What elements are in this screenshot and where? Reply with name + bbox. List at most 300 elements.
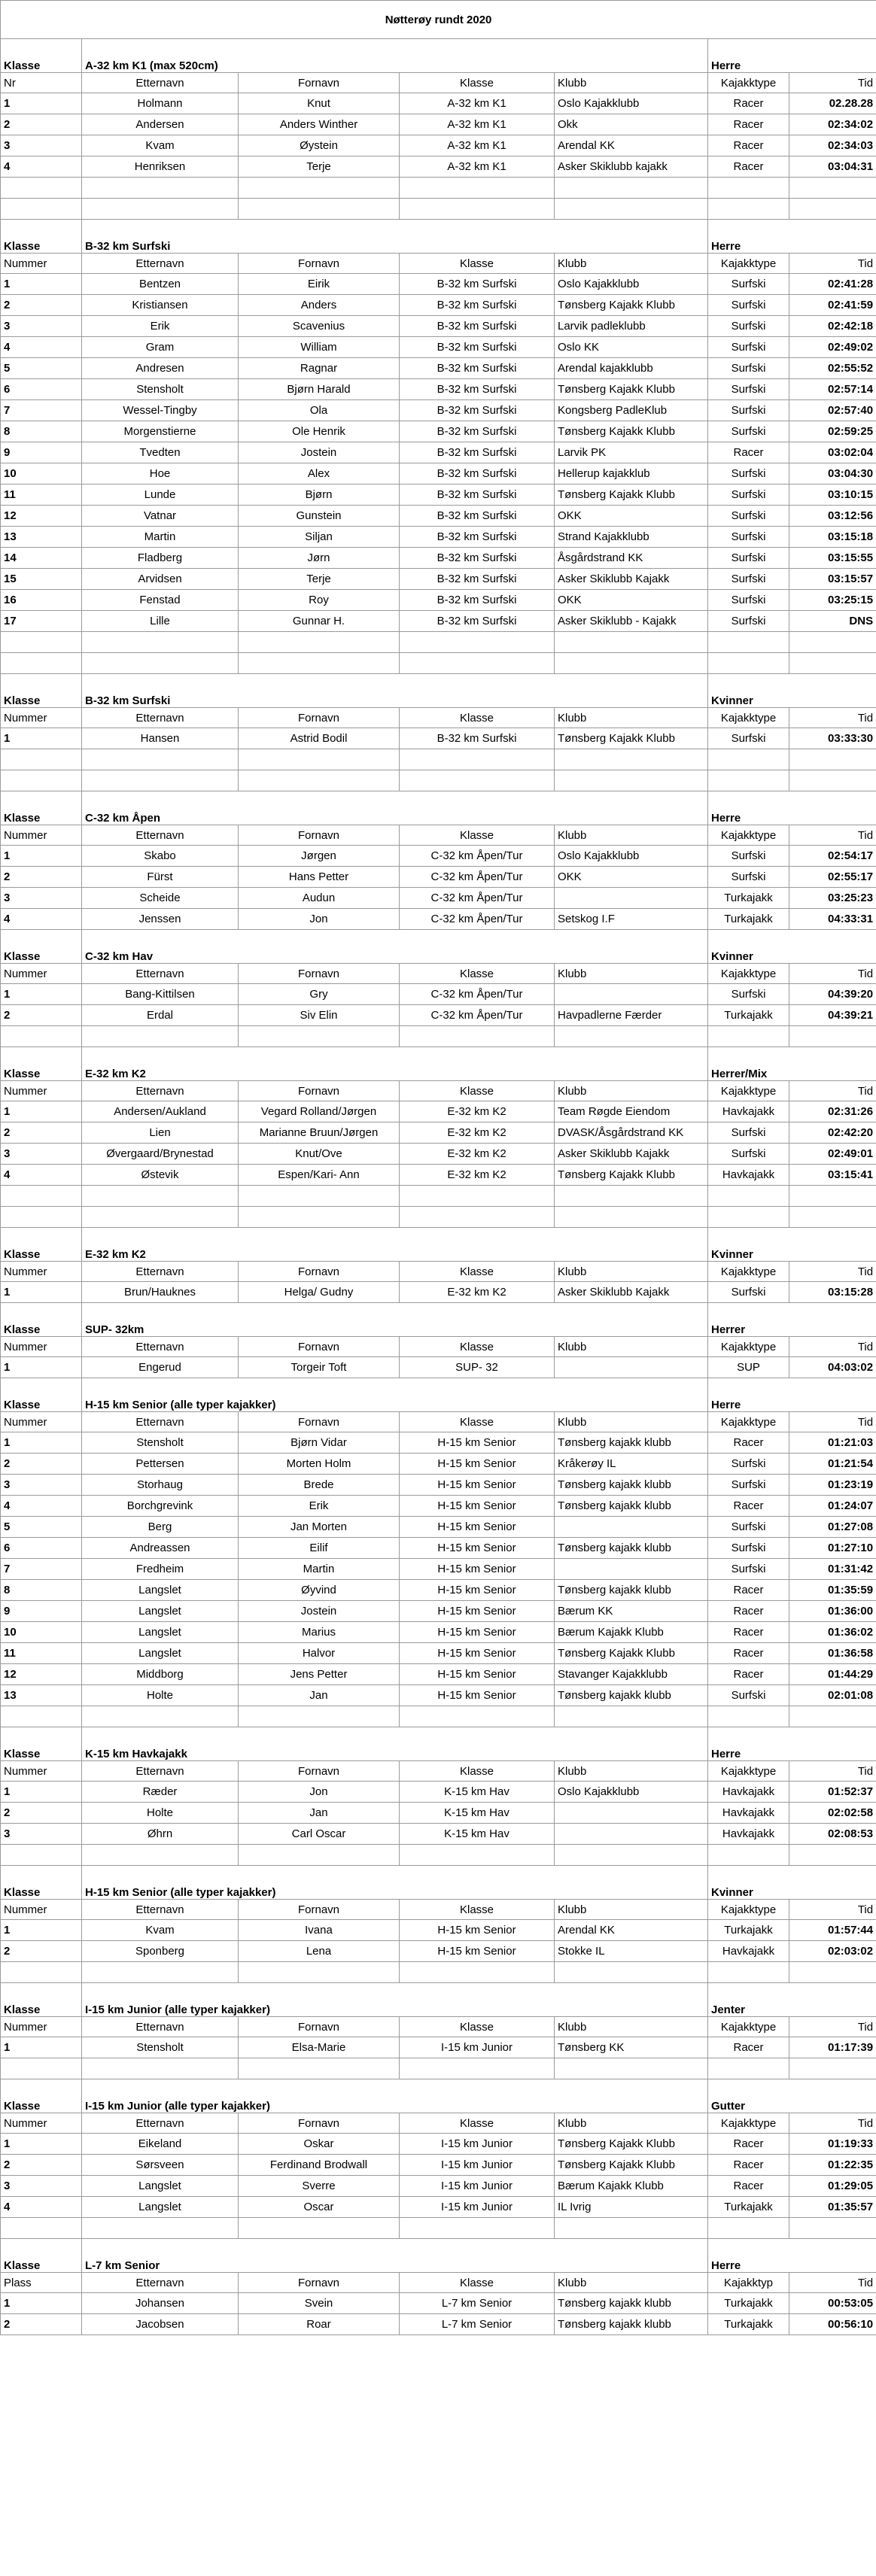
cell-nr: 1 [1, 2293, 82, 2314]
cell-tid: 02:49:02 [789, 337, 876, 358]
col-header-klasse: Klasse [400, 1262, 555, 1282]
empty-cell [239, 1207, 400, 1228]
col-header-fornavn: Fornavn [239, 964, 400, 984]
cell-etternavn: Johansen [82, 2293, 239, 2314]
cell-kajakktype: Racer [708, 1643, 789, 1664]
empty-cell [789, 1845, 876, 1866]
cell-kajakktype: Surfski [708, 421, 789, 442]
cell-klubb [555, 888, 708, 909]
col-header-klasse: Klasse [400, 2017, 555, 2037]
cell-nr: 2 [1, 867, 82, 888]
cell-nr: 5 [1, 358, 82, 379]
empty-cell [82, 1845, 239, 1866]
cell-klubb: Tønsberg Kajakk Klubb [555, 1165, 708, 1186]
cell-kajakktype: SUP [708, 1357, 789, 1378]
empty-cell [400, 1962, 555, 1983]
result-row [1, 728, 876, 749]
cell-kajakktype: Surfski [708, 463, 789, 485]
col-header-etternavn: Etternavn [82, 2017, 239, 2037]
cell-klasse: E-32 km K2 [400, 1144, 555, 1165]
cell-klasse: A-32 km K1 [400, 114, 555, 135]
cell-tid: 01:44:29 [789, 1664, 876, 1685]
col-header-kajakktype: Kajakktype [708, 1900, 789, 1920]
cell-klasse: C-32 km Åpen/Tur [400, 846, 555, 867]
cell-klasse: B-32 km Surfski [400, 527, 555, 548]
result-row [1, 1517, 876, 1538]
cell-klubb: Tønsberg Kajakk Klubb [555, 295, 708, 316]
cell-etternavn: Gram [82, 337, 239, 358]
section-gender: Herrer [708, 1303, 876, 1337]
cell-tid: 01:57:44 [789, 1920, 876, 1941]
cell-kajakktype: Surfski [708, 1122, 789, 1144]
result-row [1, 569, 876, 590]
result-row [1, 1580, 876, 1601]
result-row [1, 485, 876, 506]
cell-tid: 02:57:40 [789, 400, 876, 421]
section-gender: Kvinner [708, 1866, 876, 1900]
cell-tid: 01:27:08 [789, 1517, 876, 1538]
empty-cell [400, 2218, 555, 2239]
empty-cell [82, 1706, 239, 1727]
result-row [1, 463, 876, 485]
col-header-nr: Nummer [1, 1412, 82, 1432]
cell-kajakktype: Turkajakk [708, 1005, 789, 1026]
empty-cell [400, 1207, 555, 1228]
cell-fornavn: Eirik [239, 274, 400, 295]
cell-klubb: Stavanger Kajakklubb [555, 1664, 708, 1685]
empty-cell [1, 2218, 82, 2239]
cell-fornavn: Gunstein [239, 506, 400, 527]
col-header-tid: Tid [789, 73, 876, 93]
empty-cell [1, 1706, 82, 1727]
cell-kajakktype: Surfski [708, 358, 789, 379]
cell-kajakktype: Surfski [708, 506, 789, 527]
column-header-row [1, 825, 876, 846]
cell-etternavn: Borchgrevink [82, 1496, 239, 1517]
cell-klasse: H-15 km Senior [400, 1920, 555, 1941]
cell-fornavn: Bjørn Harald [239, 379, 400, 400]
cell-klasse: I-15 km Junior [400, 2176, 555, 2197]
cell-nr: 1 [1, 1920, 82, 1941]
empty-cell [708, 178, 789, 199]
cell-etternavn: Pettersen [82, 1454, 239, 1475]
col-header-tid: Tid [789, 2113, 876, 2134]
section-title: A-32 km K1 (max 520cm) [82, 39, 708, 73]
cell-fornavn: Ragnar [239, 358, 400, 379]
result-row [1, 1685, 876, 1706]
cell-etternavn: Sponberg [82, 1941, 239, 1962]
col-header-fornavn: Fornavn [239, 2113, 400, 2134]
cell-tid: 01:36:58 [789, 1643, 876, 1664]
cell-klasse: B-32 km Surfski [400, 548, 555, 569]
empty-cell [239, 1706, 400, 1727]
empty-cell [555, 1706, 708, 1727]
empty-cell [400, 653, 555, 674]
cell-klubb: Oslo Kajakklubb [555, 846, 708, 867]
empty-cell [239, 2058, 400, 2079]
col-header-klasse: Klasse [400, 825, 555, 846]
col-header-etternavn: Etternavn [82, 2273, 239, 2293]
cell-klubb: Tønsberg kajakk klubb [555, 2293, 708, 2314]
empty-row [1, 1706, 876, 1727]
cell-kajakktype: Surfski [708, 527, 789, 548]
empty-cell [239, 653, 400, 674]
col-header-nr: Nummer [1, 254, 82, 274]
cell-klasse: C-32 km Åpen/Tur [400, 1005, 555, 1026]
cell-klasse: E-32 km K2 [400, 1165, 555, 1186]
cell-etternavn: Henriksen [82, 156, 239, 178]
cell-fornavn: Jon [239, 1782, 400, 1803]
cell-fornavn: Halvor [239, 1643, 400, 1664]
col-header-nr: Nummer [1, 708, 82, 728]
cell-fornavn: Elsa-Marie [239, 2037, 400, 2058]
cell-tid: 01:31:42 [789, 1559, 876, 1580]
empty-row [1, 2218, 876, 2239]
col-header-kajakktype: Kajakktype [708, 1412, 789, 1432]
cell-etternavn: Langslet [82, 1622, 239, 1643]
cell-klubb: Kongsberg PadleKlub [555, 400, 708, 421]
section-header [1, 791, 876, 825]
col-header-klubb: Klubb [555, 254, 708, 274]
col-header-fornavn: Fornavn [239, 825, 400, 846]
empty-cell [82, 1962, 239, 1983]
cell-nr: 3 [1, 1824, 82, 1845]
result-row [1, 888, 876, 909]
klasse-label: Klasse [1, 674, 82, 708]
cell-fornavn: Siljan [239, 527, 400, 548]
cell-nr: 12 [1, 1664, 82, 1685]
col-header-nr: Nummer [1, 825, 82, 846]
cell-klasse: H-15 km Senior [400, 1643, 555, 1664]
klasse-label: Klasse [1, 220, 82, 254]
cell-klasse: H-15 km Senior [400, 1601, 555, 1622]
cell-klasse: H-15 km Senior [400, 1580, 555, 1601]
result-row [1, 1005, 876, 1026]
cell-klubb: Tønsberg kajakk klubb [555, 1580, 708, 1601]
result-row [1, 2293, 876, 2314]
result-row [1, 1432, 876, 1454]
result-row [1, 1454, 876, 1475]
cell-fornavn: Torgeir Toft [239, 1357, 400, 1378]
section-header [1, 1983, 876, 2017]
cell-kajakktype: Surfski [708, 1685, 789, 1706]
result-row [1, 2037, 876, 2058]
result-row [1, 421, 876, 442]
cell-fornavn: Jostein [239, 442, 400, 463]
cell-klubb: Tønsberg kajakk klubb [555, 1475, 708, 1496]
cell-klubb: Tønsberg Kajakk Klubb [555, 485, 708, 506]
column-header-row [1, 708, 876, 728]
cell-klasse: L-7 km Senior [400, 2314, 555, 2335]
empty-cell [789, 1706, 876, 1727]
section-header [1, 930, 876, 964]
cell-nr: 2 [1, 295, 82, 316]
cell-kajakktype: Surfski [708, 316, 789, 337]
section-header [1, 1047, 876, 1081]
section-header [1, 39, 876, 73]
section-header [1, 674, 876, 708]
cell-kajakktype: Surfski [708, 569, 789, 590]
cell-nr: 3 [1, 135, 82, 156]
column-header-row [1, 2017, 876, 2037]
cell-tid: 01:24:07 [789, 1496, 876, 1517]
cell-nr: 4 [1, 337, 82, 358]
col-header-tid: Tid [789, 1081, 876, 1101]
cell-kajakktype: Turkajakk [708, 909, 789, 930]
cell-tid: 01:35:57 [789, 2197, 876, 2218]
section-gender: Herre [708, 2239, 876, 2273]
section-title: L-7 km Senior [82, 2239, 708, 2273]
cell-kajakktype: Surfski [708, 846, 789, 867]
empty-cell [1, 178, 82, 199]
cell-etternavn: Holmann [82, 93, 239, 114]
col-header-fornavn: Fornavn [239, 1081, 400, 1101]
cell-etternavn: Stensholt [82, 2037, 239, 2058]
empty-cell [400, 1186, 555, 1207]
cell-nr: 1 [1, 93, 82, 114]
cell-fornavn: Oscar [239, 2197, 400, 2218]
cell-etternavn: Hansen [82, 728, 239, 749]
empty-cell [1, 1962, 82, 1983]
col-header-etternavn: Etternavn [82, 1412, 239, 1432]
col-header-fornavn: Fornavn [239, 73, 400, 93]
cell-klasse: K-15 km Hav [400, 1824, 555, 1845]
col-header-etternavn: Etternavn [82, 1081, 239, 1101]
col-header-kajakktype: Kajakktype [708, 1262, 789, 1282]
cell-etternavn: Jacobsen [82, 2314, 239, 2335]
empty-row [1, 632, 876, 653]
cell-nr: 16 [1, 590, 82, 611]
cell-kajakktype: Racer [708, 135, 789, 156]
empty-cell [1, 1845, 82, 1866]
klasse-label: Klasse [1, 1866, 82, 1900]
col-header-etternavn: Etternavn [82, 1337, 239, 1357]
empty-cell [82, 2058, 239, 2079]
section-gender: Herre [708, 1727, 876, 1761]
cell-klasse: B-32 km Surfski [400, 463, 555, 485]
section-title: K-15 km Havkajakk [82, 1727, 708, 1761]
col-header-fornavn: Fornavn [239, 1900, 400, 1920]
empty-cell [1, 749, 82, 770]
cell-klasse: B-32 km Surfski [400, 485, 555, 506]
cell-klubb: Oslo KK [555, 337, 708, 358]
cell-tid: 02:08:53 [789, 1824, 876, 1845]
section-title: E-32 km K2 [82, 1047, 708, 1081]
empty-cell [239, 2218, 400, 2239]
cell-kajakktype: Surfski [708, 590, 789, 611]
empty-cell [555, 770, 708, 791]
cell-tid: 01:36:00 [789, 1601, 876, 1622]
cell-nr: 3 [1, 2176, 82, 2197]
cell-klubb: Asker Skiklubb kajakk [555, 156, 708, 178]
section-title: H-15 km Senior (alle typer kajakker) [82, 1378, 708, 1412]
cell-nr: 11 [1, 485, 82, 506]
cell-klasse: H-15 km Senior [400, 1475, 555, 1496]
cell-klubb: Arendal KK [555, 1920, 708, 1941]
cell-klasse: I-15 km Junior [400, 2155, 555, 2176]
empty-cell [1, 770, 82, 791]
cell-nr: 2 [1, 1454, 82, 1475]
cell-tid: 02.28.28 [789, 93, 876, 114]
col-header-nr: Nummer [1, 1900, 82, 1920]
result-row [1, 909, 876, 930]
col-header-kajakktype: Kajakktype [708, 2113, 789, 2134]
cell-klubb: Havpadlerne Færder [555, 1005, 708, 1026]
cell-nr: 3 [1, 1475, 82, 1496]
section-title: H-15 km Senior (alle typer kajakker) [82, 1866, 708, 1900]
col-header-klubb: Klubb [555, 1337, 708, 1357]
column-header-row [1, 1337, 876, 1357]
result-row [1, 337, 876, 358]
cell-etternavn: Andersen/Aukland [82, 1101, 239, 1122]
cell-klubb: Oslo Kajakklubb [555, 274, 708, 295]
cell-fornavn: Scavenius [239, 316, 400, 337]
col-header-kajakktype: Kajakktype [708, 2017, 789, 2037]
col-header-etternavn: Etternavn [82, 964, 239, 984]
cell-nr: 9 [1, 1601, 82, 1622]
result-row [1, 1165, 876, 1186]
cell-kajakktype: Surfski [708, 295, 789, 316]
empty-cell [82, 632, 239, 653]
col-header-klubb: Klubb [555, 1761, 708, 1782]
empty-cell [82, 2218, 239, 2239]
cell-klubb: Tønsberg Kajakk Klubb [555, 2134, 708, 2155]
cell-nr: 2 [1, 2155, 82, 2176]
cell-tid: 04:03:02 [789, 1357, 876, 1378]
cell-fornavn: Oskar [239, 2134, 400, 2155]
cell-kajakktype: Surfski [708, 984, 789, 1005]
col-header-klubb: Klubb [555, 1412, 708, 1432]
cell-kajakktype: Racer [708, 2134, 789, 2155]
section-title: I-15 km Junior (alle typer kajakker) [82, 1983, 708, 2017]
empty-row [1, 1207, 876, 1228]
cell-tid: 03:25:23 [789, 888, 876, 909]
cell-kajakktype: Racer [708, 1580, 789, 1601]
cell-etternavn: Kvam [82, 1920, 239, 1941]
result-row [1, 867, 876, 888]
col-header-fornavn: Fornavn [239, 2017, 400, 2037]
cell-kajakktype: Surfski [708, 548, 789, 569]
cell-kajakktype: Racer [708, 2037, 789, 2058]
cell-etternavn: Tvedten [82, 442, 239, 463]
cell-klasse: L-7 km Senior [400, 2293, 555, 2314]
cell-klasse: C-32 km Åpen/Tur [400, 909, 555, 930]
cell-kajakktype: Racer [708, 1496, 789, 1517]
empty-row [1, 770, 876, 791]
klasse-label: Klasse [1, 1983, 82, 2017]
cell-tid: 02:54:17 [789, 846, 876, 867]
cell-klasse: H-15 km Senior [400, 1496, 555, 1517]
cell-klasse: K-15 km Hav [400, 1803, 555, 1824]
cell-fornavn: Øystein [239, 135, 400, 156]
cell-fornavn: Marianne Bruun/Jørgen [239, 1122, 400, 1144]
cell-klasse: E-32 km K2 [400, 1282, 555, 1303]
result-row [1, 156, 876, 178]
col-header-nr: Nummer [1, 2113, 82, 2134]
empty-row [1, 1026, 876, 1047]
klasse-label: Klasse [1, 39, 82, 73]
cell-tid: 01:19:33 [789, 2134, 876, 2155]
empty-cell [1, 1207, 82, 1228]
cell-klasse: H-15 km Senior [400, 1664, 555, 1685]
cell-nr: 3 [1, 1144, 82, 1165]
cell-klasse: B-32 km Surfski [400, 295, 555, 316]
empty-cell [708, 2058, 789, 2079]
empty-cell [708, 770, 789, 791]
cell-klubb: Setskog I.F [555, 909, 708, 930]
cell-kajakktype: Surfski [708, 485, 789, 506]
empty-cell [708, 1186, 789, 1207]
empty-cell [555, 199, 708, 220]
col-header-tid: Tid [789, 1262, 876, 1282]
cell-kajakktype: Surfski [708, 1538, 789, 1559]
result-row [1, 135, 876, 156]
cell-nr: 6 [1, 379, 82, 400]
cell-tid: 00:56:10 [789, 2314, 876, 2335]
cell-klubb [555, 1357, 708, 1378]
empty-cell [708, 1962, 789, 1983]
result-row [1, 1475, 876, 1496]
section-gender: Herre [708, 791, 876, 825]
col-header-tid: Tid [789, 708, 876, 728]
cell-fornavn: Svein [239, 2293, 400, 2314]
section-gender: Herre [708, 1378, 876, 1412]
empty-cell [400, 178, 555, 199]
cell-klasse: H-15 km Senior [400, 1685, 555, 1706]
cell-tid: 02:34:02 [789, 114, 876, 135]
cell-nr: 4 [1, 156, 82, 178]
empty-cell [789, 1186, 876, 1207]
cell-tid: 03:15:55 [789, 548, 876, 569]
klasse-label: Klasse [1, 1303, 82, 1337]
cell-fornavn: Marius [239, 1622, 400, 1643]
empty-cell [239, 632, 400, 653]
cell-tid: 02:41:59 [789, 295, 876, 316]
result-row [1, 2134, 876, 2155]
cell-klubb: Larvik padleklubb [555, 316, 708, 337]
empty-row [1, 1186, 876, 1207]
cell-tid: 03:10:15 [789, 485, 876, 506]
cell-fornavn: Audun [239, 888, 400, 909]
col-header-klasse: Klasse [400, 1337, 555, 1357]
cell-klubb: OKK [555, 590, 708, 611]
cell-nr: 4 [1, 909, 82, 930]
empty-cell [789, 1026, 876, 1047]
result-row [1, 846, 876, 867]
empty-cell [400, 1706, 555, 1727]
cell-tid: DNS [789, 611, 876, 632]
empty-cell [82, 770, 239, 791]
cell-kajakktype: Surfski [708, 1559, 789, 1580]
cell-kajakktype: Havkajakk [708, 1782, 789, 1803]
cell-klubb [555, 1517, 708, 1538]
cell-kajakktype: Surfski [708, 1282, 789, 1303]
cell-fornavn: Jørgen [239, 846, 400, 867]
result-row [1, 1824, 876, 1845]
result-row [1, 590, 876, 611]
col-header-klasse: Klasse [400, 2113, 555, 2134]
cell-nr: 2 [1, 1803, 82, 1824]
cell-klubb: Tønsberg Kajakk Klubb [555, 728, 708, 749]
cell-etternavn: Middborg [82, 1664, 239, 1685]
column-header-row [1, 964, 876, 984]
result-row [1, 400, 876, 421]
empty-cell [555, 2218, 708, 2239]
result-row [1, 1144, 876, 1165]
result-row [1, 295, 876, 316]
result-row [1, 1496, 876, 1517]
cell-kajakktype: Turkajakk [708, 1920, 789, 1941]
